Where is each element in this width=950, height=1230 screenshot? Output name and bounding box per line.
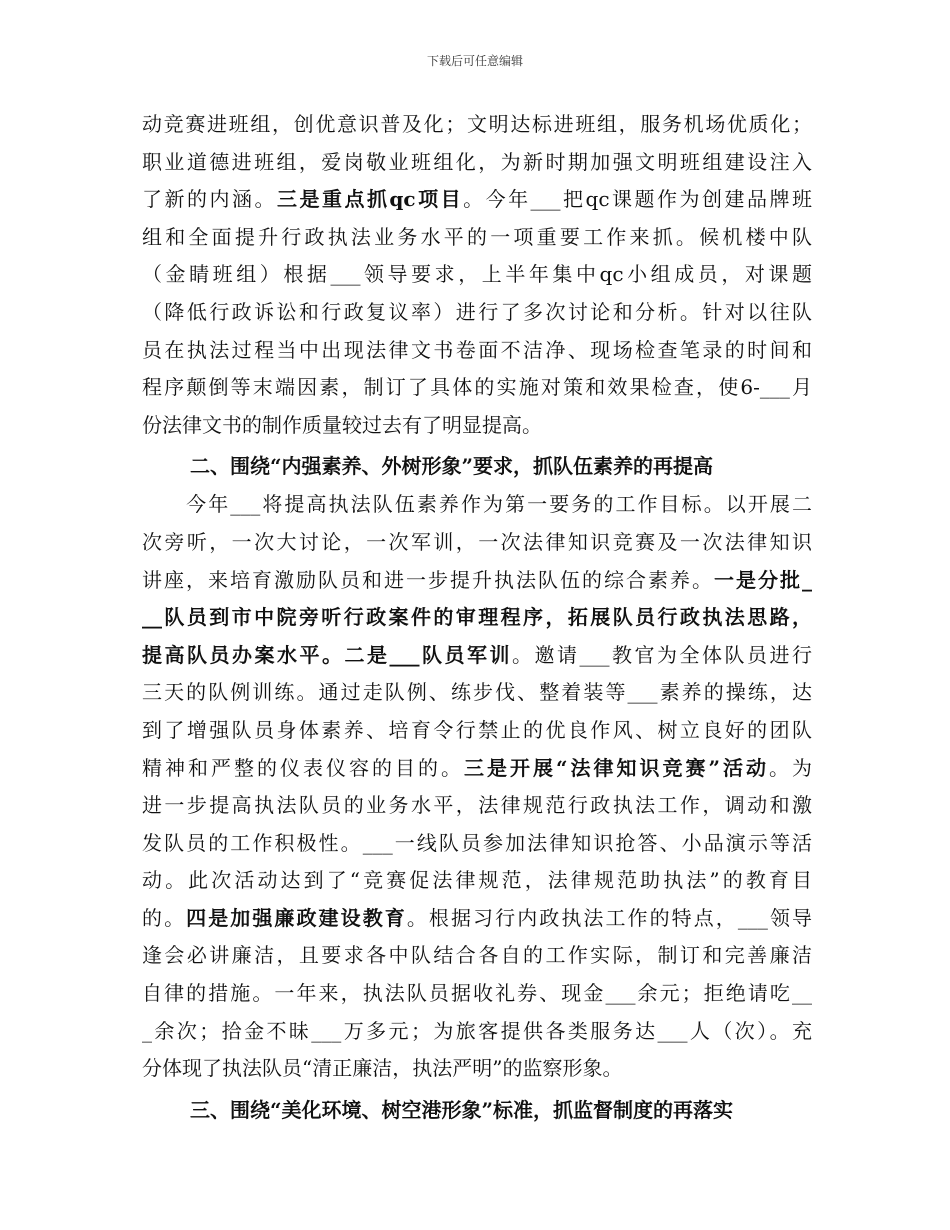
- text-line: [142, 332, 812, 370]
- bold-text: 提高队员办案水平。二是___队员军训: [142, 642, 512, 667]
- text-segment: 。今年___把qc课题作为创建品牌班: [463, 187, 812, 212]
- text-segment: 动竞赛进班组，创优意识普及化；文明达标进班组，服务机场优质化；: [142, 112, 812, 136]
- text-segment: 分体现了执法队员“清正廉洁，执法严明”的监察形象。: [142, 1056, 623, 1081]
- text-segment: 今年___将提高执法队伍素养作为第一要务的工作目标。以开展二: [142, 492, 812, 517]
- text-line: [142, 674, 812, 712]
- text-segment: 三天的队例训练。通过走队例、练步伐、整着装等___素养的操练，达: [142, 680, 812, 705]
- text-line: [142, 637, 812, 675]
- bold-text: 三是开展“法律知识竞赛”活动: [464, 755, 769, 780]
- text-segment: 。为: [769, 755, 812, 780]
- bold-text: __队员到市中院旁听行政案件的审理程序，拓展队员行政执法思路，: [142, 605, 812, 630]
- text-segment: _余次；拾金不昧___万多元；为旅客提供各类服务达___人（次）。充: [142, 1018, 812, 1043]
- text-line: [142, 181, 812, 219]
- text-line: [142, 787, 812, 825]
- text-line: [142, 144, 812, 182]
- text-line: [142, 294, 812, 332]
- text-line: [142, 219, 812, 257]
- text-line: [142, 407, 812, 445]
- text-segment: 员在执法过程当中出现法律文书卷面不洁净、现场检查笔录的时间和: [142, 337, 812, 362]
- text-segment: 讲座，来培育激励队员和进一步提升执法队伍的综合素养。: [142, 567, 714, 592]
- text-line: [142, 1013, 812, 1051]
- text-segment: 三、围绕“美化环境、树空港形象”标准，抓监督制度的再落实: [190, 1097, 734, 1122]
- text-line: [142, 1050, 812, 1088]
- text-segment: 自律的措施。一年来，执法队员据收礼券、现金___余元；拒绝请吃__: [142, 981, 812, 1006]
- text-line: [142, 106, 812, 144]
- text-segment: 了新的内涵。: [142, 187, 277, 212]
- text-segment: 。根据习行内政执法工作的特点，___领导: [406, 905, 812, 930]
- text-segment: 组和全面提升行政执法业务水平的一项重要工作来抓。候机楼中队: [142, 224, 812, 249]
- section-heading: [142, 446, 812, 486]
- text-segment: 的。: [142, 905, 187, 930]
- text-line: [142, 937, 812, 975]
- text-line: [142, 256, 812, 294]
- text-line: [142, 369, 812, 407]
- text-line: [142, 562, 812, 600]
- text-segment: 。邀请___教官为全体队员进行: [512, 642, 812, 667]
- text-line: [142, 862, 812, 900]
- text-segment: 发队员的工作积极性。___一线队员参加法律知识抢答、小品演示等活: [142, 830, 812, 855]
- text-line: [142, 825, 812, 863]
- text-segment: 职业道德进班组，爱岗敬业班组化，为新时期加强文明班组建设注入: [142, 149, 812, 174]
- text-line: [142, 486, 812, 524]
- text-segment: （金睛班组）根据___领导要求，上半年集中qc小组成员，对课题: [142, 262, 812, 287]
- page-header: 下载后可任意编辑: [426, 54, 523, 68]
- text-line: [142, 524, 812, 562]
- text-segment: 动。此次活动达到了“竞赛促法律规范，法律规范助执法”的教育目: [142, 868, 812, 893]
- text-segment: 二、围绕“内强素养、外树形象”要求，抓队伍素养的再提高: [190, 454, 714, 479]
- document-body: [142, 106, 812, 1130]
- text-line: [142, 975, 812, 1013]
- text-segment: 进一步提高执法队员的业务水平，法律规范行政执法工作，调动和激: [142, 793, 812, 818]
- text-line: [142, 750, 812, 788]
- text-segment: 到了增强队员身体素养、培育令行禁止的优良作风、树立良好的团队: [142, 717, 812, 742]
- text-segment: 份法律文书的制作质量较过去有了明显提高。: [142, 412, 542, 437]
- text-line: [142, 900, 812, 938]
- text-segment: 程序颠倒等末端因素，制订了具体的实施对策和效果检查，使6-___月: [142, 375, 812, 400]
- text-segment: 逢会必讲廉洁，且要求各中队结合各自的工作实际，制订和完善廉洁: [142, 943, 812, 968]
- section-heading: [142, 1090, 812, 1130]
- text-line: [142, 599, 812, 637]
- text-segment: 次旁听，一次大讨论，一次军训，一次法律知识竞赛及一次法律知识: [142, 529, 812, 554]
- bold-text: 一是分批_: [714, 567, 812, 592]
- text-segment: （降低行政诉讼和行政复议率）进行了多次讨论和分析。针对以往队: [142, 299, 812, 324]
- bold-text: 三是重点抓qc项目: [276, 187, 464, 212]
- bold-text: 四是加强廉政建设教育: [186, 905, 407, 930]
- text-line: [142, 712, 812, 750]
- text-segment: 精神和严整的仪表仪容的目的。: [142, 755, 464, 780]
